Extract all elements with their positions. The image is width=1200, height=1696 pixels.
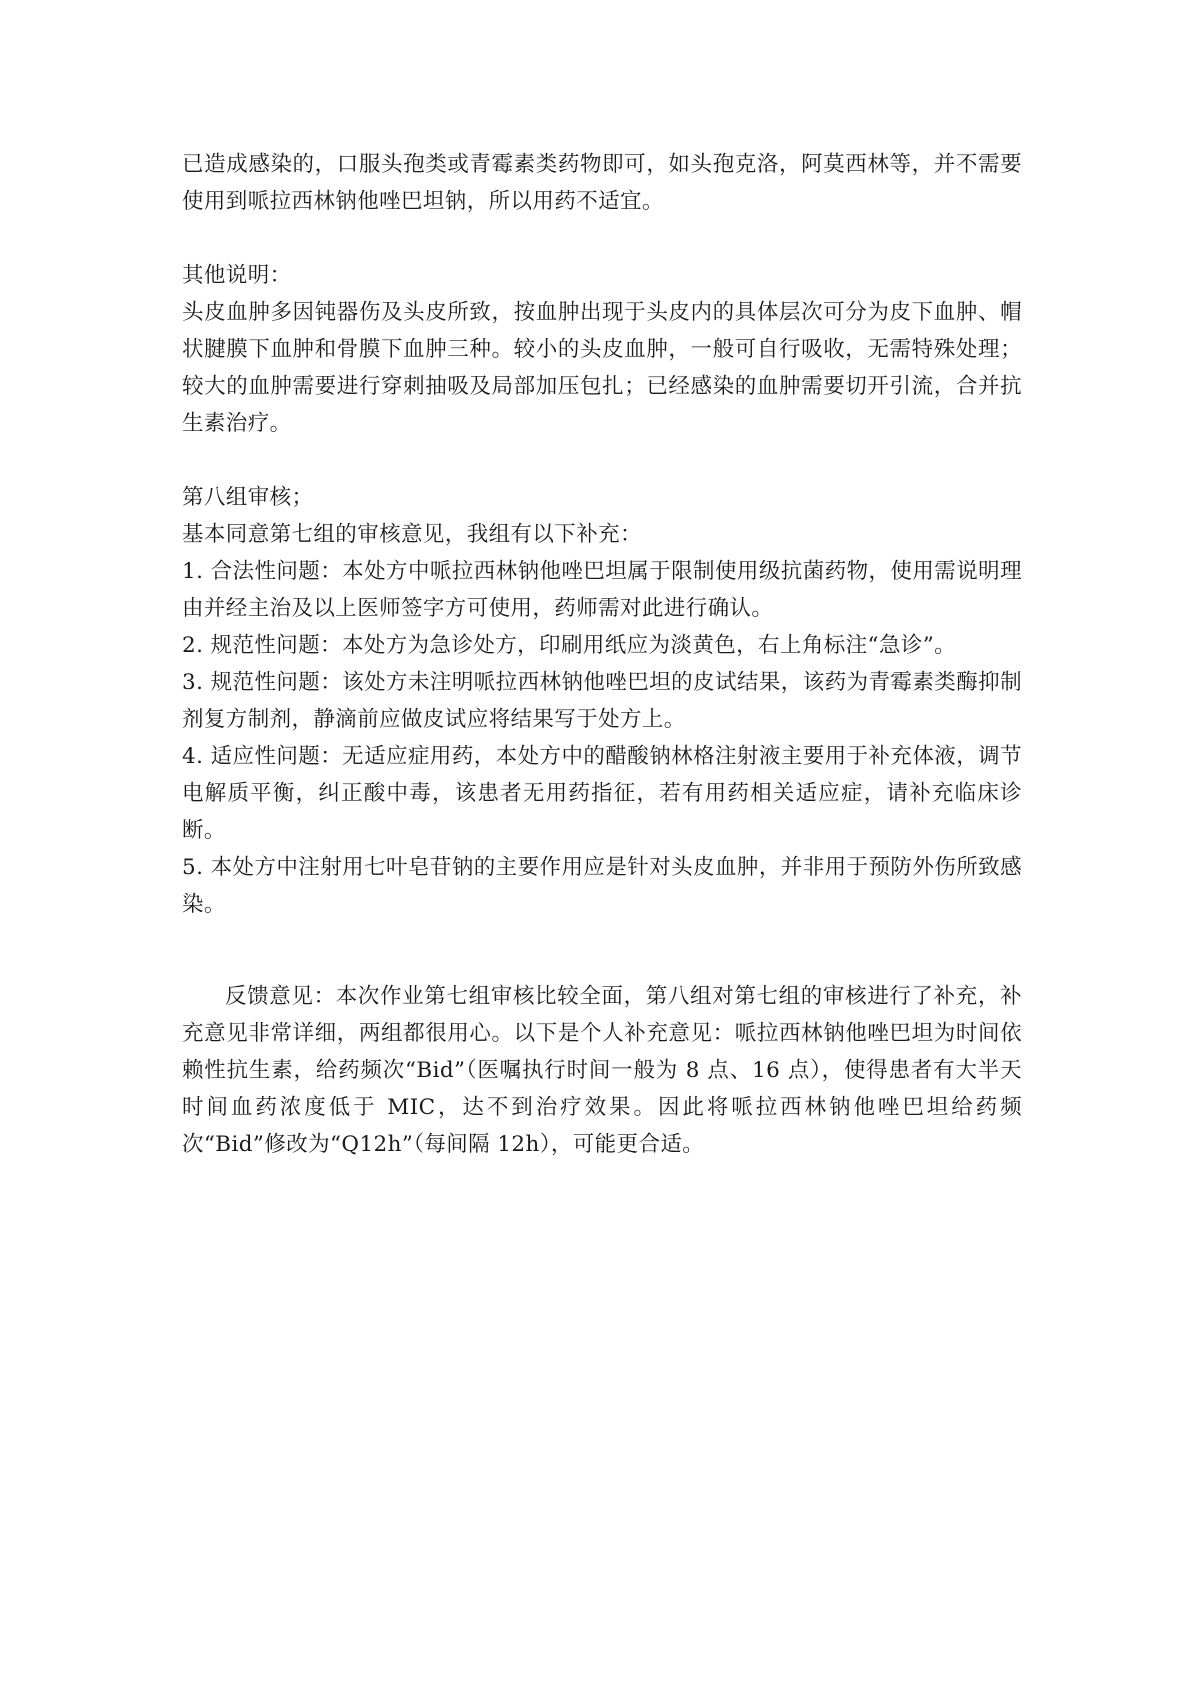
spacer <box>182 442 1022 479</box>
list-item: 4. 适应性问题：无适应症用药，本处方中的醋酸钠林格注射液主要用于补充体液，调节电解质平衡，纠正酸中毒，该患者无用药指征，若有用药相关适应症，请补充临床诊断。 <box>182 744 1022 843</box>
list-item: 3. 规范性问题：该处方未注明哌拉西林钠他唑巴坦的皮试结果，该药为青霉素类酶抑制剂复方制剂，静滴前应做皮试应将结果写于处方上。 <box>182 670 1022 732</box>
group8-heading: 第八组审核； <box>182 485 314 510</box>
list-item: 5. 本处方中注射用七叶皂苷钠的主要作用应是针对头皮血肿，并非用于预防外伤所致感染。 <box>182 855 1022 917</box>
list-item: 2. 规范性问题：本处方为急诊处方，印刷用纸应为淡黄色，右上角标注“急诊”。 <box>182 633 957 658</box>
spacer <box>182 923 1022 960</box>
other-notes-heading: 其他说明： <box>182 263 292 288</box>
other-notes-body: 头皮血肿多因钝器伤及头皮所致，按血肿出现于头皮内的具体层次可分为皮下血肿、帽状腱膜下血肿和骨膜下血肿三种。较小的头皮血肿，一般可自行吸收，无需特殊处理；较大的血肿需要进行穿刺抽吸及局部加压包扎；已经感染的血肿需要切开引流，合并抗生素治疗。 <box>182 300 1022 436</box>
document-body <box>182 146 1022 1163</box>
spacer <box>182 220 1022 257</box>
group8-intro: 基本同意第七组的审核意见，我组有以下补充： <box>182 522 642 547</box>
feedback-paragraph: 反馈意见：本次作业第七组审核比较全面，第八组对第七组的审核进行了补充，补充意见非常详细，两组都很用心。以下是个人补充意见：哌拉西林钠他唑巴坦为时间依赖性抗生素，给药频次“Bid”（医嘱执行时间一般为 8 点、16 点），使得患者有大半天时间血药浓度低于 MIC，达不到治疗效果。因此将哌拉西林钠他唑巴坦给药频次“Bid”修改为“Q12h”（每间隔 12h），可能更合适。 <box>182 984 1022 1157</box>
spacer <box>182 960 1022 978</box>
list-item: 1. 合法性问题：本处方中哌拉西林钠他唑巴坦属于限制使用级抗菌药物，使用需说明理由并经主治及以上医师签字方可使用，药师需对此进行确认。 <box>182 559 1022 621</box>
paragraph-antibiotic-note: 已造成感染的，口服头孢类或青霉素类药物即可，如头孢克洛，阿莫西林等，并不需要使用到哌拉西林钠他唑巴坦钠，所以用药不适宜。 <box>182 152 1022 214</box>
